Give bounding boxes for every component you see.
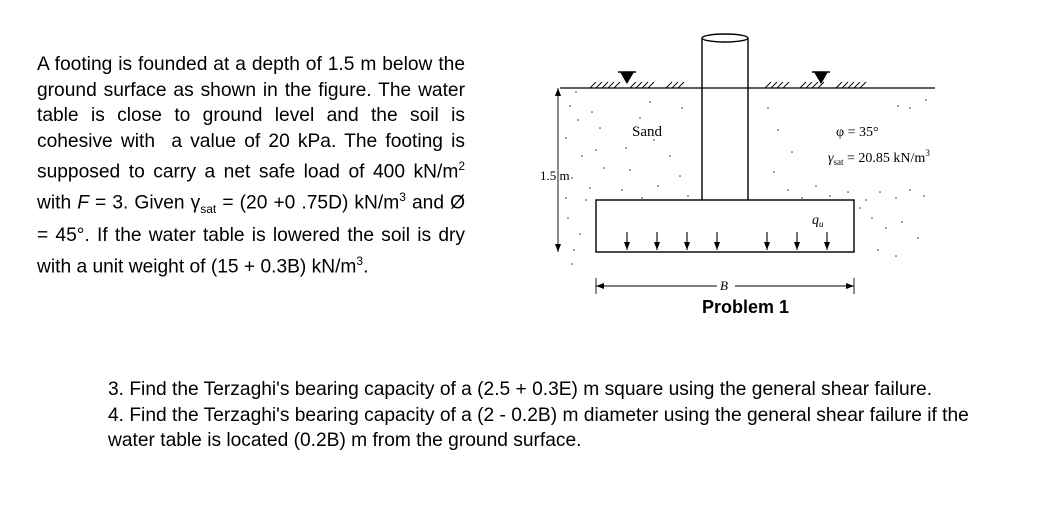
- pressure-symbol: q: [812, 213, 819, 228]
- width-label: B: [720, 278, 728, 293]
- questions-block: [108, 377, 980, 454]
- phi-label: φ = 35°: [836, 125, 879, 140]
- question-3: 3. Find the Terzaghi's bearing capacity of a (2.5 + 0.3E) m square using the general shear failure.: [108, 379, 933, 400]
- depth-label: 1.5 m: [540, 168, 570, 183]
- figure-caption: Problem 1: [702, 297, 790, 317]
- gamma-sat-label: [828, 148, 930, 167]
- pressure-subscript: u: [819, 219, 824, 229]
- problem-intro-text: [37, 52, 465, 280]
- column-top: [702, 34, 748, 42]
- gamma-value: = 20.85 kN/m: [843, 151, 926, 166]
- problem-statement: A footing is founded at a depth of 1.5 m below the ground surface as shown in the figure. The water table is close to ground level and the soil is cohesive with a value of 20 kPa. The footing is supposed to carry a net safe load of 400 $kN/m^2$ with F = 3. Given $\gamma_{sat} = (20 +0$ .75D) $kN/m^3$ and Ø = 45°. If the water table is lowered the soil is dry with a unit weight of (15 + 0.3B) $kN/m^3$.: [37, 54, 466, 278]
- question-4: 4. Find the Terzaghi's bearing capacity of a (2 - 0.2B) m diameter using the general shear failure if the water table is located (0.2B) m from the ground surface.: [108, 404, 969, 452]
- footing-figure: [530, 28, 950, 328]
- gamma-unit-exponent: 3: [925, 148, 930, 158]
- ground-hatching: [590, 82, 866, 88]
- soil-label: Sand: [632, 124, 662, 140]
- gamma-symbol: γ: [828, 151, 834, 166]
- water-table-marker-right: [814, 72, 828, 84]
- water-table-marker-left: [620, 72, 634, 84]
- gamma-subscript: sat: [833, 157, 844, 167]
